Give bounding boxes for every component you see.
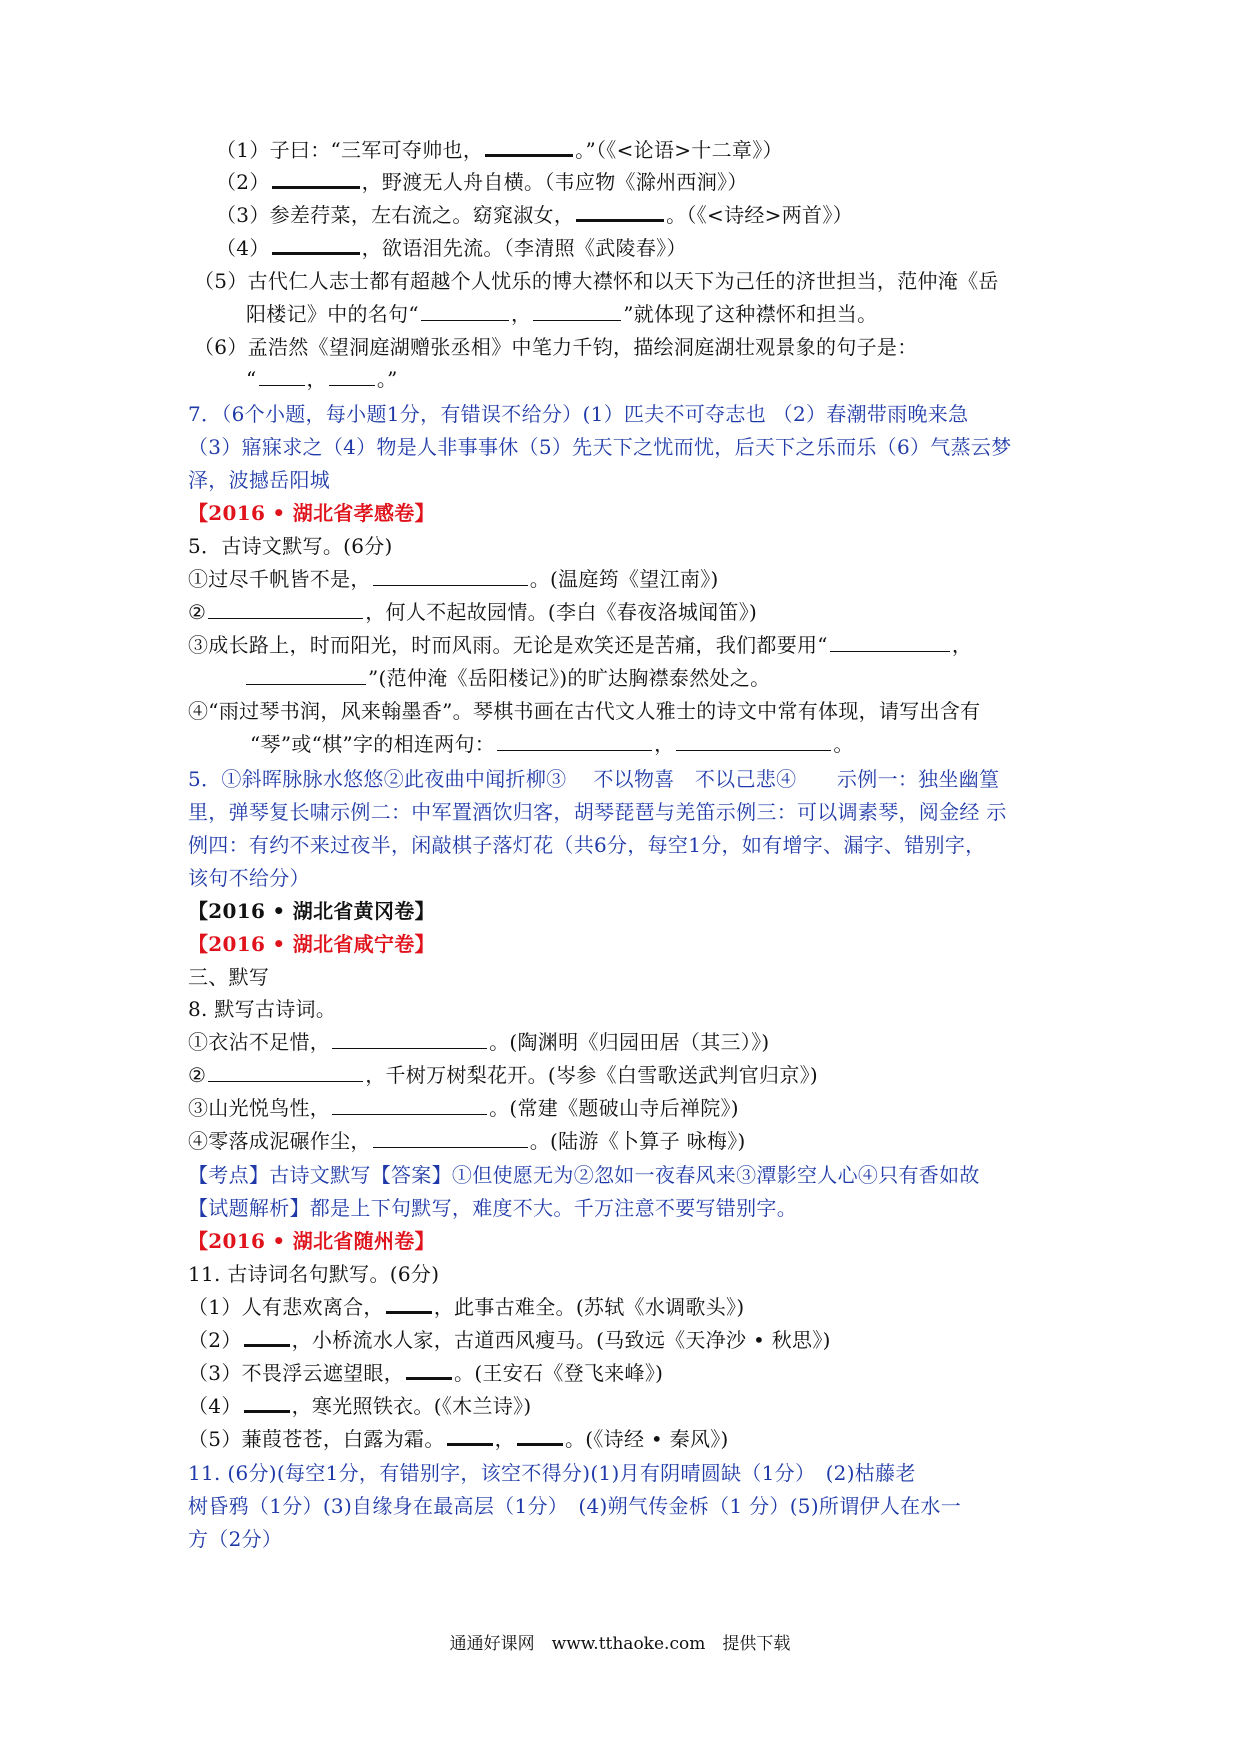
answer-5-line-3: 例四：有约不来过夜半，闲敲棋子落灯花（共6分，每空1分，如有增字、漏字、错别字，	[188, 833, 986, 857]
text: （4）	[216, 236, 270, 260]
heading-huanggang: 【2016 • 湖北省黄冈卷】	[188, 899, 435, 923]
text: ，寒光照铁衣。(《木兰诗》)	[291, 1394, 532, 1418]
blank	[517, 1425, 563, 1446]
text: ，	[951, 633, 973, 657]
q-line-4	[216, 232, 1096, 265]
q5-line-3b	[244, 662, 1124, 695]
text: ，欲语泪先流。（李清照《武陵春》）	[361, 236, 687, 260]
answer-7-line-1: 7．（6个小题，每小题1分，有错误不给分）(1）匹夫不可夺志也 （2）春潮带雨晚来急	[188, 402, 969, 426]
text: （3）不畏浮云遮望眼，	[188, 1361, 405, 1385]
answer-5-line-2: 里，弹琴复长啸示例二：中军置酒饮归客，胡琴琵琶与羌笛示例三：可以调素琴，阅金经 示	[188, 800, 1007, 824]
text: ”(范仲淹《岳阳楼记》)的旷达胸襟泰然处之。	[368, 666, 771, 690]
answer-8-line-2: 【试题解析】都是上下句默写，难度不大。千万注意不要写错别字。	[188, 1196, 797, 1220]
blank	[208, 600, 363, 619]
blank	[497, 732, 652, 751]
blank	[406, 1359, 452, 1380]
heading-xiaogan: 【2016 • 湖北省孝感卷】	[188, 501, 435, 525]
q11-line-1	[188, 1291, 1068, 1324]
q11-line-5	[188, 1423, 1068, 1456]
blank	[386, 1293, 432, 1314]
text: ”就体现了这种襟怀和担当。	[623, 302, 878, 326]
text: （1）人有悲欢离合，	[188, 1295, 384, 1319]
answer-8-line-1: 【考点】古诗文默写【答案】①但使愿无为②忽如一夜春风来③潭影空人心④只有香如故	[188, 1163, 980, 1187]
q8-line-3	[188, 1092, 1068, 1125]
answer-7-line-2: （3）寤寐求之（4）物是人非事事休（5）先天下之忧而忧，后天下之乐而乐（6）气蒸云梦	[188, 435, 1012, 459]
blank	[272, 168, 360, 189]
text: “琴”或“棋”字的相连两句：	[250, 732, 496, 756]
blank	[332, 1096, 487, 1115]
q5-line-4b	[250, 728, 1130, 761]
text: 。”（《<论语>十二章》）	[575, 138, 783, 162]
q-line-3	[216, 199, 1096, 232]
q-line-8	[246, 363, 1126, 396]
q-line-5: （5）古代仁人志士都有超越个人忧乐的博大襟怀和以天下为己任的济世担当，范仲淹《岳	[194, 269, 999, 293]
text: 。	[833, 732, 854, 756]
text: 。(常建《题破山寺后禅院》)	[489, 1096, 739, 1120]
q11-line-4	[188, 1390, 1068, 1423]
answer-11-line-2: 树昏鸦（1分）(3)自缘身在最高层（1分） (4)朔气传金柝（1 分）(5)所谓伊人在水一	[188, 1494, 962, 1518]
text: ，	[306, 367, 327, 391]
text: 。”	[376, 367, 398, 391]
text: （4）	[188, 1394, 242, 1418]
heading-xianning: 【2016 • 湖北省咸宁卷】	[188, 932, 435, 956]
text: 。（《<诗经>两首》）	[666, 203, 853, 227]
text: ，小桥流水人家，古道西风瘦马。(马致远《天净沙 • 秋思》)	[291, 1328, 831, 1352]
text: ，	[494, 1427, 515, 1451]
question-8-title: 8. 默写古诗词。	[188, 997, 337, 1021]
blank	[244, 1392, 290, 1413]
blank	[246, 666, 366, 685]
blank	[533, 302, 621, 321]
blank	[421, 302, 509, 321]
answer-5-line-1: 5．①斜晖脉脉水悠悠②此夜曲中闻折柳③ 不以物喜 不以己悲④ 示例一：独坐幽篁	[188, 767, 1000, 791]
q5-line-2	[188, 596, 1068, 629]
text: 。(《诗经 • 秦风》)	[564, 1427, 729, 1451]
q-line-6	[246, 298, 1126, 331]
text: 。(温庭筠《望江南》)	[529, 567, 719, 591]
text: 阳楼记》中的名句“	[246, 302, 419, 326]
page-footer: 通通好课网 www.tthaoke.com 提供下载	[449, 1634, 791, 1654]
text: ，野渡无人舟自横。（韦应物《滁州西涧》）	[361, 170, 748, 194]
text: ，千树万树梨花开。(岑参《白雪歌送武判官归京》)	[365, 1063, 819, 1087]
text: ，何人不起故园情。(李白《春夜洛城闻笛》)	[365, 600, 758, 624]
blank	[830, 633, 950, 652]
text: ，此事古难全。(苏轼《水调歌头》)	[433, 1295, 745, 1319]
q8-line-1	[188, 1026, 1068, 1059]
q-line-2	[216, 166, 1096, 199]
blank	[373, 1129, 528, 1148]
text: 。(陆游《卜算子 咏梅》)	[529, 1129, 746, 1153]
answer-11-line-3: 方（2分）	[188, 1527, 283, 1551]
blank	[373, 567, 528, 586]
blank	[244, 1326, 290, 1347]
answer-11-line-1: 11. (6分)(每空1分，有错别字，该空不得分)(1)月有阴晴圆缺（1分） (2)枯藤老	[188, 1461, 916, 1485]
answer-7-line-3: 泽，波撼岳阳城	[188, 468, 331, 492]
text: ③成长路上，时而阳光，时而风雨。无论是欢笑还是苦痛，我们都要用“	[188, 633, 828, 657]
q5-line-1	[188, 563, 1068, 596]
blank	[332, 1030, 487, 1049]
text: （5）蒹葭苍苍，白露为霜。	[188, 1427, 445, 1451]
text: ③山光悦鸟性，	[188, 1096, 331, 1120]
blank	[485, 136, 573, 157]
text: ，	[654, 732, 675, 756]
text: “	[246, 367, 257, 391]
question-5-title: 5．古诗文默写。(6分)	[188, 534, 393, 558]
blank	[576, 201, 664, 222]
text: （2）	[216, 170, 270, 194]
question-11-title: 11. 古诗词名句默写。(6分)	[188, 1262, 440, 1286]
text: （3）参差荇菜，左右流之。窈窕淑女，	[216, 203, 575, 227]
section-3-title: 三、默写	[188, 965, 270, 989]
blank	[259, 367, 305, 386]
text: ①衣沾不足惜，	[188, 1030, 331, 1054]
text: ②	[188, 600, 207, 624]
q8-line-4	[188, 1125, 1068, 1158]
q5-line-4: ④“雨过琴书润，风来翰墨香”。琴棋书画在古代文人雅士的诗文中常有体现，请写出含有	[188, 699, 981, 723]
heading-suizhou: 【2016 • 湖北省随州卷】	[188, 1229, 435, 1253]
answer-5-line-4: 该句不给分）	[188, 866, 310, 890]
text: 。(陶渊明《归园田居（其三）》)	[489, 1030, 770, 1054]
blank	[329, 367, 375, 386]
text: 。(王安石《登飞来峰》)	[454, 1361, 664, 1385]
blank	[676, 732, 831, 751]
text: （1）子曰：“三军可夺帅也，	[216, 138, 484, 162]
text: （2）	[188, 1328, 242, 1352]
q11-line-2	[188, 1324, 1068, 1357]
q8-line-2	[188, 1059, 1068, 1092]
blank	[272, 234, 360, 255]
q-line-7: （6）孟浩然《望洞庭湖赠张丞相》中笔力千钧，描绘洞庭湖壮观景象的句子是：	[194, 335, 918, 359]
text: ④零落成泥碾作尘，	[188, 1129, 371, 1153]
blank	[208, 1063, 363, 1082]
text: ②	[188, 1063, 207, 1087]
q11-line-3	[188, 1357, 1068, 1390]
text: ，	[510, 302, 532, 326]
text: ①过尽千帆皆不是，	[188, 567, 371, 591]
q-line-1	[216, 134, 1096, 167]
blank	[447, 1425, 493, 1446]
q5-line-3	[188, 629, 1068, 662]
